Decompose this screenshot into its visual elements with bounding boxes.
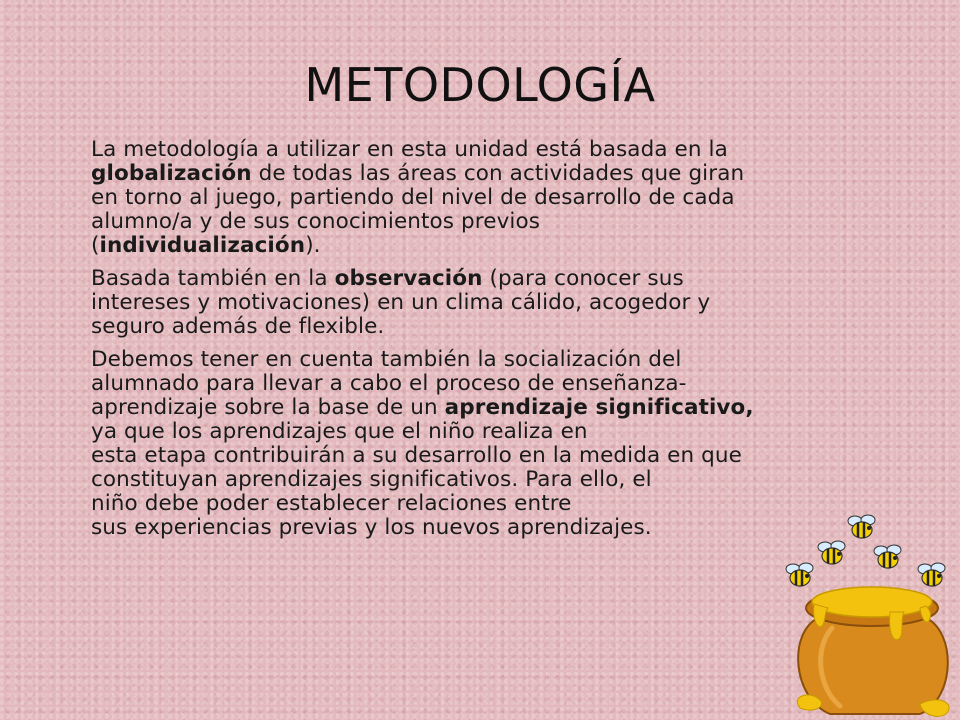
page-title: METODOLOGÍA	[304, 58, 656, 112]
text-line: esta etapa contribuirán a su desarrollo en la medida en que	[91, 443, 742, 468]
bold-term-observacion: observación	[334, 266, 483, 291]
text-fragment: (	[91, 233, 100, 258]
text-line: niño debe poder establecer relaciones entre	[91, 491, 572, 516]
text-line	[91, 267, 921, 291]
text-line: alumnado para llevar a cabo el proceso de enseñanza-	[91, 371, 687, 396]
bold-term-globalizacion: globalización	[91, 161, 252, 186]
text-line: en torno al juego, partiendo del nivel de desarrollo de cada	[91, 185, 735, 210]
text-line: alumno/a y de sus conocimientos previos	[91, 209, 541, 234]
text-line: Debemos tener en cuenta también la socialización del	[91, 347, 682, 372]
text-line: ya que los aprendizajes que el niño realiza en	[91, 419, 588, 444]
text-line: La metodología a utilizar en esta unidad está basada en la	[91, 137, 728, 162]
paragraph-observacion	[91, 267, 921, 339]
text-line: constituyan aprendizajes significativos. Para ello, el	[91, 467, 652, 492]
text-line: intereses y motivaciones) en un clima cálido, acogedor y	[91, 290, 711, 315]
text-line	[91, 396, 921, 420]
honey-pot-with-bees-icon	[770, 508, 960, 720]
text-fragment: (para conocer sus	[482, 266, 684, 291]
text-fragment: ).	[305, 233, 321, 258]
text-line	[91, 162, 921, 186]
text-fragment: Basada también en la	[91, 266, 335, 291]
bold-term-aprendizaje-significativo: aprendizaje significativo,	[444, 395, 754, 420]
text-line	[91, 234, 921, 258]
bold-term-individualizacion: individualización	[99, 233, 306, 258]
body-text	[91, 138, 921, 549]
text-line: sus experiencias previas y los nuevos aprendizajes.	[91, 515, 652, 540]
paragraph-globalizacion	[91, 138, 921, 258]
text-line: seguro además de flexible.	[91, 314, 385, 339]
text-fragment: aprendizaje sobre la base de un	[91, 395, 445, 420]
text-fragment: de todas las áreas con actividades que giran	[251, 161, 745, 186]
